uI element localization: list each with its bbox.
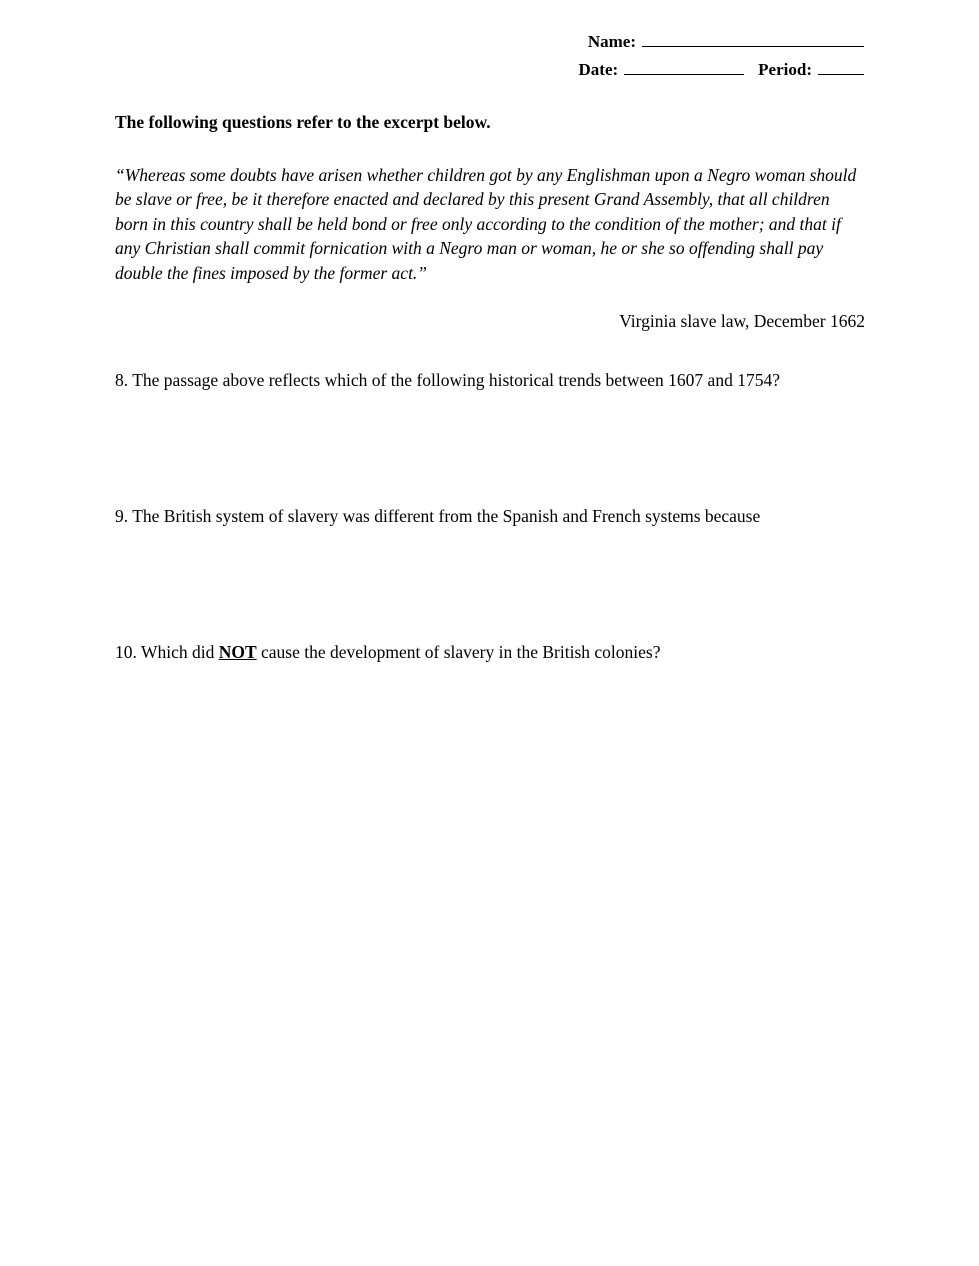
name-line <box>579 28 864 56</box>
excerpt-attribution: Virginia slave law, December 1662 <box>619 311 865 332</box>
date-period-line <box>579 56 864 84</box>
question-8 <box>115 368 865 392</box>
date-write-in-field[interactable] <box>624 58 744 75</box>
question-9-number: 9. <box>115 506 129 527</box>
question-10 <box>115 640 865 664</box>
document-body <box>115 112 865 664</box>
question-8-number: 8. <box>115 370 129 391</box>
period-write-in-field[interactable] <box>818 58 864 75</box>
question-8-text: The passage above reflects which of the following historical trends between 1607 and 1754? <box>132 370 780 391</box>
question-10-text-after: cause the development of slavery in the British colonies? <box>261 642 661 663</box>
name-write-in-field[interactable] <box>642 30 864 47</box>
student-info-header <box>579 28 864 84</box>
period-label: Period: <box>758 60 812 79</box>
instructions-heading: The following questions refer to the excerpt below. <box>115 112 491 132</box>
excerpt-text: “Whereas some doubts have arisen whether children got by any Englishman upon a Negro woman should be slave or free, be it therefore enacted and declared by this present Grand Assembly, that all children born in this country shall be held bond or free only according to the condition of the mother; and that if any Christian shall commit fornication with a Negro man or woman, he or she so offending shall pay double the fines imposed by the former act.” <box>115 165 857 283</box>
name-label: Name: <box>587 32 636 51</box>
question-10-number: 10. <box>115 642 137 663</box>
date-label: Date: <box>578 60 619 79</box>
question-9 <box>115 504 865 528</box>
question-10-emphasis: NOT <box>218 642 257 663</box>
question-10-text-before: Which did <box>140 642 215 663</box>
question-9-text: The British system of slavery was different from the Spanish and French systems because <box>132 506 761 527</box>
